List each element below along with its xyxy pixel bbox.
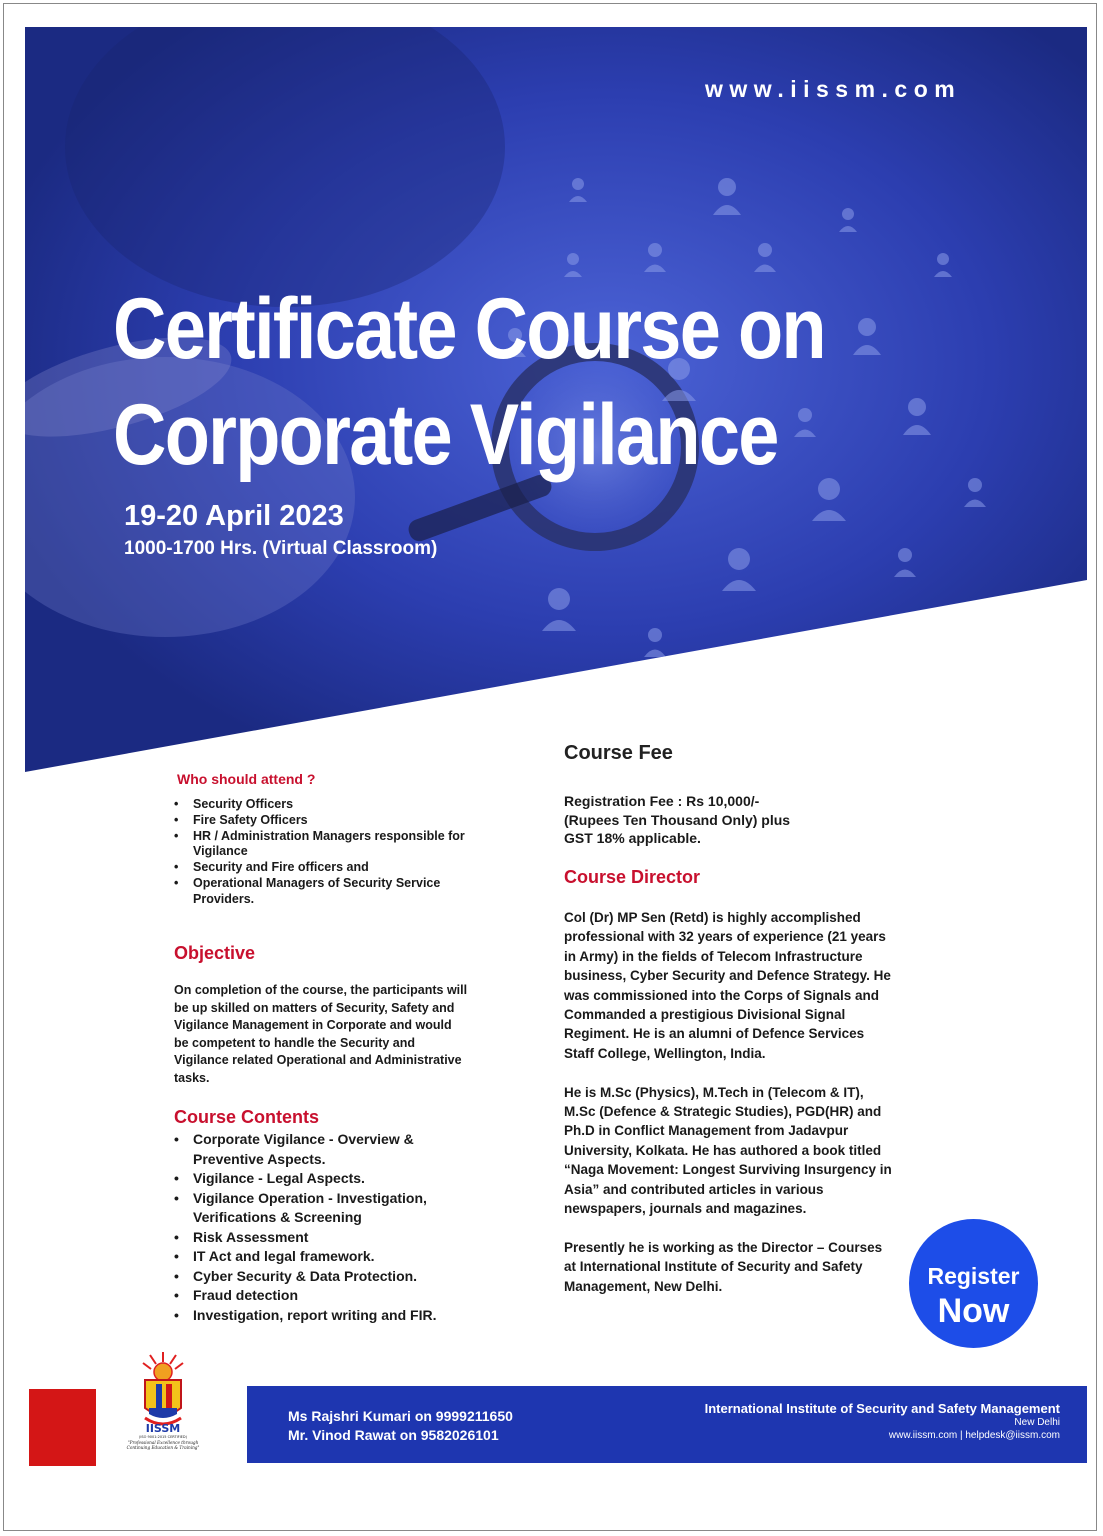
course-title-line2: Corporate Vigilance bbox=[113, 387, 778, 483]
iissm-logo bbox=[118, 1350, 238, 1470]
register-label: Register bbox=[927, 1262, 1020, 1289]
now-label: Now bbox=[937, 1291, 1010, 1330]
who-should-attend-list bbox=[174, 797, 474, 908]
course-contents-list bbox=[174, 1130, 474, 1325]
contact-line[interactable]: Mr. Vinod Rawat on 9582026101 bbox=[288, 1427, 499, 1443]
list-item: • Corporate Vigilance - Overview & Preventive Aspects. bbox=[174, 1130, 474, 1169]
list-item: • HR / Administration Managers responsible for Vigilance bbox=[174, 829, 474, 861]
institute-name: International Institute of Security and Safety Management bbox=[704, 1401, 1060, 1416]
course-fee-text bbox=[564, 792, 844, 848]
contact-line[interactable]: Ms Rajshri Kumari on 9999211650 bbox=[288, 1408, 513, 1424]
logo-tagline1: "Professional Excellence through bbox=[127, 1440, 199, 1445]
course-time: 1000-1700 Hrs. (Virtual Classroom) bbox=[124, 538, 438, 559]
course-director-heading: Course Director bbox=[564, 867, 701, 887]
course-fee-heading: Course Fee bbox=[564, 742, 673, 764]
list-item: • Cyber Security & Data Protection. bbox=[174, 1267, 474, 1287]
red-accent-block bbox=[29, 1389, 96, 1466]
list-item: • Investigation, report writing and FIR. bbox=[174, 1306, 474, 1326]
fee-line: (Rupees Ten Thousand Only) plus bbox=[564, 811, 791, 828]
logo-name: IISSM bbox=[145, 1422, 181, 1435]
list-item: • Security Officers bbox=[174, 797, 474, 813]
fee-line: GST 18% applicable. bbox=[564, 830, 701, 846]
director-paragraph: Col (Dr) MP Sen (Retd) is highly accomplished professional with 32 years of experience (21 years in Army) in the fields of Telecom Infrastructure business, Cyber Security and Defence Strategy. He was commissioned into the Corps of Signals and Commanded a prestigious Divisional Signal Regiment. He is an alumni of Defence Services Staff College, Wellington, India. bbox=[564, 910, 891, 1061]
course-date: 19-20 April 2023 bbox=[124, 500, 344, 532]
course-director-bio bbox=[564, 908, 894, 1315]
list-item: • IT Act and legal framework. bbox=[174, 1247, 474, 1267]
institute-city: New Delhi bbox=[1014, 1417, 1060, 1428]
who-should-attend-heading: Who should attend ? bbox=[177, 771, 316, 787]
list-item: • Vigilance - Legal Aspects. bbox=[174, 1169, 474, 1189]
website-url[interactable]: www.iissm.com bbox=[705, 76, 962, 102]
list-item: • Fire Safety Officers bbox=[174, 813, 474, 829]
register-now-button[interactable] bbox=[909, 1219, 1038, 1348]
list-item: • Operational Managers of Security Service Providers. bbox=[174, 876, 474, 908]
course-title-line1: Certificate Course on bbox=[113, 281, 825, 377]
institute-web-email[interactable]: www.iissm.com | helpdesk@iissm.com bbox=[888, 1430, 1060, 1441]
director-paragraph: Presently he is working as the Director – Courses at International Institute of Security and Safety Management, New Delhi. bbox=[564, 1239, 883, 1294]
list-item: • Vigilance Operation - Investigation, Verifications & Screening bbox=[174, 1189, 474, 1228]
course-contents-heading: Course Contents bbox=[174, 1107, 320, 1127]
list-item: • Fraud detection bbox=[174, 1286, 474, 1306]
fee-line: Registration Fee : Rs 10,000/- bbox=[564, 793, 760, 809]
course-title bbox=[113, 276, 825, 488]
contact-info bbox=[288, 1407, 513, 1445]
list-item: • Security and Fire officers and bbox=[174, 860, 474, 876]
director-paragraph: He is M.Sc (Physics), M.Tech in (Telecom & IT), M.Sc (Defence & Strategic Studies), PGD(HR) and Ph.D in Conflict Management from Jadavpur University, Kolkata. He has authored a book titled “Naga Movement: Longest Surviving Insurgency in Asia” and contributed articles in various newspapers, journals and magazines. bbox=[564, 1084, 892, 1217]
objective-heading: Objective bbox=[174, 943, 256, 963]
institute-info bbox=[705, 1401, 1060, 1442]
logo-tagline2: Continuing Education & Training" bbox=[126, 1445, 200, 1450]
list-item: • Risk Assessment bbox=[174, 1228, 474, 1248]
logo-cert: (ISO 9001:2015 CERTIFIED) bbox=[139, 1435, 187, 1439]
objective-text: On completion of the course, the participants will be up skilled on matters of Security, Safety and Vigilance Management in Corporate and would be competent to handle the Security and Vigilance related Operational and Administrative tasks. bbox=[174, 983, 468, 1085]
